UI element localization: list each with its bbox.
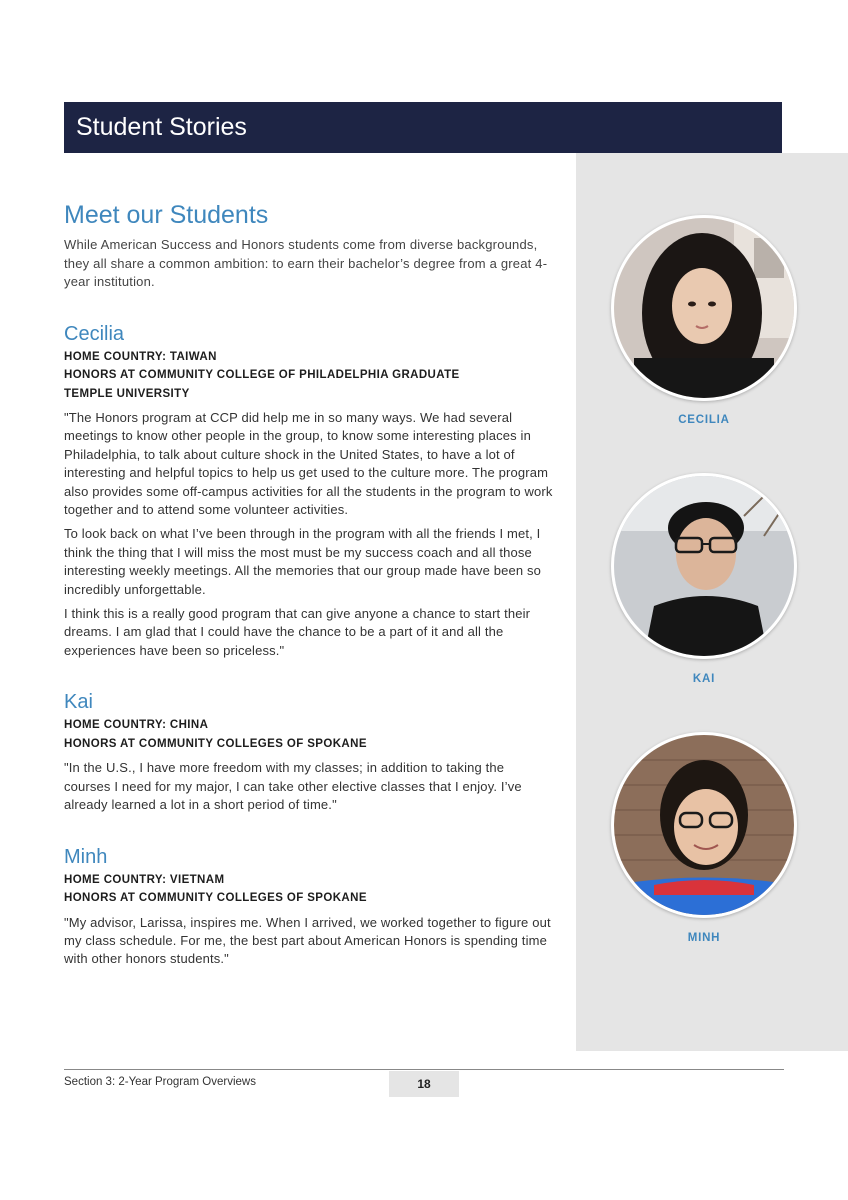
quote-paragraph: To look back on what I’ve been through in the program with all the friends I met, I think the thing that I will miss the most must be my success coach and all those interesting weekly meetings. All the memories that our group made have been so incredibly unforgettable. bbox=[64, 526, 542, 597]
page-number: 18 bbox=[389, 1071, 459, 1097]
section-heading: Meet our Students bbox=[64, 201, 269, 229]
main-content bbox=[64, 200, 554, 969]
footer-section-label: Section 3: 2-Year Program Overviews bbox=[64, 1076, 256, 1088]
student-story-cecilia bbox=[64, 322, 554, 661]
portrait-minh bbox=[611, 732, 797, 918]
student-name: Kai bbox=[64, 691, 93, 714]
caption-minh: MINH bbox=[687, 932, 721, 944]
student-name: Cecilia bbox=[64, 322, 125, 345]
student-story-minh bbox=[64, 845, 554, 969]
intro-paragraph: While American Success and Honors students come from diverse backgrounds, they all share a common ambition: to earn their bachelor’s degree from a great 4-year institution. bbox=[64, 237, 548, 289]
home-country: HOME COUNTRY: VIETNAM HONORS AT COMMUNITY COLLEGES OF SPOKANE bbox=[64, 873, 367, 904]
quote-paragraph: "In the U.S., I have more freedom with my classes; in addition to taking the courses I need for my major, I can take other elective classes that I enjoy. I’ve already learned a lot in a short period of time." bbox=[64, 760, 522, 813]
home-country: HOME COUNTRY: CHINA HONORS AT COMMUNITY COLLEGES OF SPOKANE bbox=[64, 719, 367, 750]
caption-cecilia: CECILIA bbox=[678, 414, 730, 426]
home-country: HOME COUNTRY: TAIWAN HONORS AT COMMUNITY COLLEGE OF PHILADELPHIA GRADUATE TEMPLE UNIVERSITY bbox=[64, 350, 460, 400]
caption-kai: KAI bbox=[692, 673, 716, 685]
quote-paragraph: "The Honors program at CCP did help me in so many ways. We had several meetings to know other people in the group, to know some interesting places in Philadelphia, to talk about culture shock in the United States, to have a lot of interesting and helpful topics to help us get used to the culture more. The program also provides some off-campus activities for all the students in the program to work together and to attend some volunteer activities. bbox=[64, 410, 553, 518]
title-banner bbox=[64, 102, 782, 153]
student-name: Minh bbox=[64, 845, 108, 868]
student-story-kai bbox=[64, 690, 554, 814]
footer-divider bbox=[64, 1069, 784, 1070]
portrait-cecilia bbox=[611, 215, 797, 401]
portrait-kai bbox=[611, 473, 797, 659]
page-title: Student Stories bbox=[76, 113, 247, 141]
quote-paragraph: I think this is a really good program that can give anyone a chance to start their dreams. I am glad that I could have the chance to be a part of it and all the experiences have been so priceless." bbox=[64, 606, 531, 658]
quote-paragraph: "My advisor, Larissa, inspires me. When I arrived, we worked together to figure out my class schedule. For me, the best part about American Honors is spending time with other honors students." bbox=[64, 914, 551, 967]
